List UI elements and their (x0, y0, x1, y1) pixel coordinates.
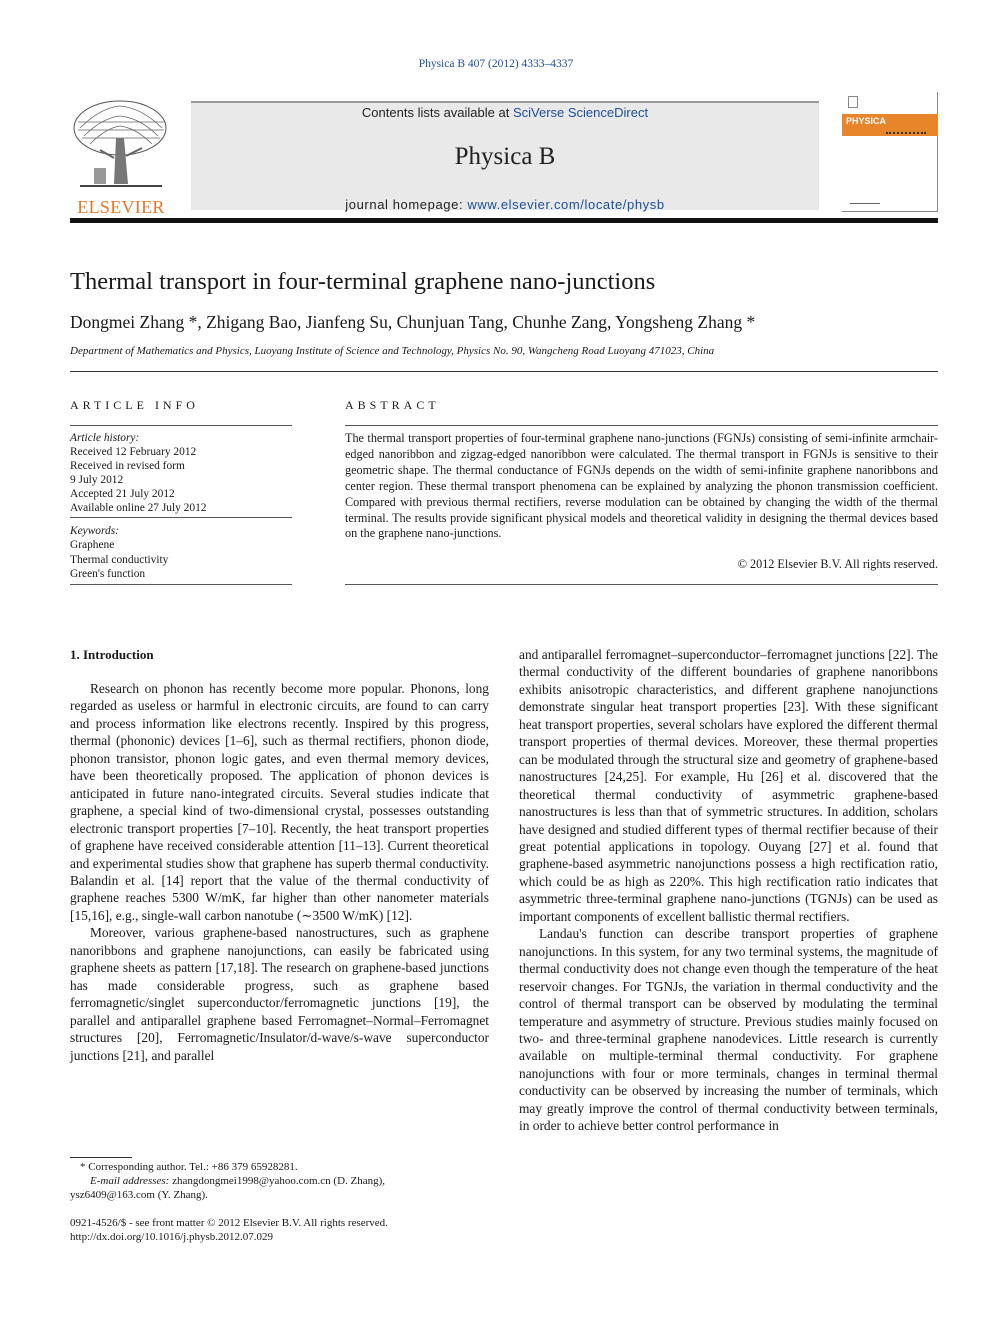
body-column-right (519, 646, 938, 1135)
article-title: Thermal transport in four-terminal graphene nano-junctions (70, 268, 656, 295)
divider (70, 517, 292, 518)
email-address[interactable]: ysz6409@163.com (Y. Zhang). (70, 1189, 208, 1201)
contents-line (191, 103, 819, 120)
keywords-label: Keywords: (70, 525, 119, 537)
cover-footer-logo-icon (850, 196, 880, 204)
journal-header-box (191, 101, 819, 210)
article-info-heading: ARTICLE INFO (70, 398, 199, 412)
journal-citation[interactable]: Physica B 407 (2012) 4333–4337 (418, 58, 574, 70)
history-label: Article history: (70, 432, 140, 444)
elsevier-logo[interactable] (70, 98, 172, 217)
sciencedirect-link[interactable]: SciVerse ScienceDirect (512, 105, 649, 120)
email-address[interactable]: zhangdongmei1998@yahoo.com.cn (D. Zhang), (169, 1175, 386, 1187)
section-heading: 1. Introduction (70, 647, 154, 662)
paragraph: Moreover, various graphene-based nanostructures, such as graphene nanoribbons and graphene nanojunctions, can easily be fabricated using graphene sheets as pattern [17,18]. The research on graphene-based junctions has made considerable progress, such as graphene based ferromagnetic/singlet superconductor/ferromagnetic junctions [19], the parallel and antiparallel graphene based Ferromagnet–Normal–Ferromagnet structures [20], Ferromagnetic/Insulator/d-wave/s-wave superconductor junctions [21], and parallel (70, 925, 489, 1063)
paragraph: Research on phonon has recently become more popular. Phonons, long regarded as useless or harmful in electronic circuits, are found to can carry and process information like electrons recently. Inspired by this progress, thermal (phononic) devices [1–6], such as thermal rectifiers, phonon diode, phonon transistor, phonon logic gates, and even thermal memory devices, have been theoretically proposed. The application of phonon devices is anticipated in future nano-integrated circuits. Several studies indicate that graphene, a special kind of two-dimensional crystal, possesses outstanding electronic transport properties [7–10]. Recently, the heat transport properties of graphene have received considerable attention [11–13]. Current theoretical and experimental studies show that graphene has superb thermal conductivity. Balandin et al. [14] report that the value of the thermal conductivity of graphene reaches 5300 W/mK, far higher than other nanometer materials [15,16], e.g., single-wall carbon nanotube (∼3500 W/mK) [12]. (70, 681, 489, 923)
journal-title: Physica B (454, 143, 556, 170)
cover-title: PHYSICA (846, 116, 887, 126)
abstract-text: The thermal transport properties of four-terminal graphene nano-junctions (FGNJs) consisting of semi-infinite armchair-edged nanoribbon and zigzag-edged nanoribbon were calculated. The thermal transport in FGNJs is sensitive to their geometric shape. The thermal conductance of FGNJs depends on the width of semi-infinite graphene nanoribbons and center region. These thermal transport phenomena can be explained by analyzing the phonon transmission coefficient. Compared with previous thermal rectifiers, reverse modulation can be obtained by changing the width of the thermal terminal. The results provide significant physical models and theoretical validity in designing the thermal devices based on the graphene nano-junctions. (345, 431, 938, 541)
email-label: E-mail addresses: (90, 1175, 170, 1187)
abstract-copyright: © 2012 Elsevier B.V. All rights reserved. (737, 557, 938, 571)
history-item: Received in revised form (70, 460, 185, 472)
elsevier-tree-icon (70, 98, 172, 194)
divider (70, 584, 292, 585)
divider (345, 425, 938, 426)
page-footer (70, 1216, 489, 1244)
divider (345, 584, 938, 585)
history-item: Available online 27 July 2012 (70, 502, 207, 514)
keywords (70, 524, 292, 581)
homepage-prefix: journal homepage: (345, 197, 468, 212)
history-item: Received 12 February 2012 (70, 446, 197, 458)
affiliation: Department of Mathematics and Physics, Luoyang Institute of Science and Technology, Physics No. 90, Wangcheng Road Luoyang 471023, China (70, 345, 715, 357)
divider (70, 371, 938, 372)
history-item: Accepted 21 July 2012 (70, 488, 175, 500)
cover-text-lines (886, 132, 926, 134)
history-item: 9 July 2012 (70, 474, 124, 486)
keyword: Green's function (70, 567, 146, 580)
keyword: Graphene (70, 539, 115, 552)
paragraph: Landau's function can describe transport properties of graphene nanojunctions. In this system, for any two terminal systems, the magnitude of thermal conductivity does not change even though the temperature of the heat reservoir changes. For TGNJs, the variation in thermal conductivity and the control of thermal transport can be observed by modulating the terminal temperature and asymmetry of structure. Previous studies mainly focused on two- and three-terminal graphene nanodevices. Little research is currently available on multiple-terminal thermal conductivity. For graphene nanojunctions with four or more terminals, changes in terminal thermal conductivity can be observed by increasing the number of terminals, which may greatly improve the control of thermal conductivity between terminals, in order to achieve better control performance in (519, 926, 938, 1134)
doi-link[interactable]: http://dx.doi.org/10.1016/j.physb.2012.07.029 (70, 1231, 274, 1243)
abstract-heading: ABSTRACT (345, 398, 440, 412)
homepage-line (191, 197, 819, 212)
corresponding-author: * Corresponding author. Tel.: +86 379 65928281. (80, 1161, 298, 1173)
header-rule (70, 218, 938, 223)
homepage-link[interactable]: www.elsevier.com/locate/physb (467, 197, 665, 212)
paragraph: and antiparallel ferromagnet–superconductor–ferromagnet junctions [22]. The thermal conductivity of the different boundaries of graphene nanoribbons exhibits anisotropic characteristics, and different graphene nanojunctions demonstrate singular heat transport properties [23]. With these significant heat transport properties, several scholars have explored the different thermal transport properties of thermal devices. Moreover, these thermal properties can be modulated through the structural size and geometry of graphene-based nanostructures [24,25]. For example, Hu [26] et al. discovered that the theoretical thermal conductivity of asymmetric graphene-based nanostructures is less than that of symmetric structures. In addition, scholars have designed and studied different types of thermal rectifier because of their great potential applications in topology. Ouyang [27] et al. found that graphene-based asymmetric nanojunctions possess a high rectification ratio, which could be as high as 220%. This high rectification ratio indicates that asymmetric three-terminal graphene nano-junctions (TGNJs) can be used as important components of excellent ballistic thermal rectifiers. (519, 647, 938, 924)
journal-cover-thumbnail[interactable] (842, 92, 938, 212)
cover-small-logo-icon (848, 96, 858, 108)
publisher-logo-text: ELSEVIER (77, 197, 165, 217)
issn-line: 0921-4526/$ - see front matter © 2012 Elsevier B.V. All rights reserved. (70, 1217, 388, 1229)
contents-prefix: Contents lists available at (361, 105, 513, 120)
article-history (70, 431, 292, 515)
author-list: Dongmei Zhang *, Zhigang Bao, Jianfeng Su, Chunjuan Tang, Chunhe Zang, Yongsheng Zhang * (70, 312, 756, 332)
keyword: Thermal conductivity (70, 553, 169, 566)
body-column-left (70, 680, 489, 1064)
email-line (70, 1174, 489, 1188)
footnote-rule (70, 1157, 132, 1158)
footnote (70, 1160, 489, 1202)
divider (70, 425, 292, 426)
